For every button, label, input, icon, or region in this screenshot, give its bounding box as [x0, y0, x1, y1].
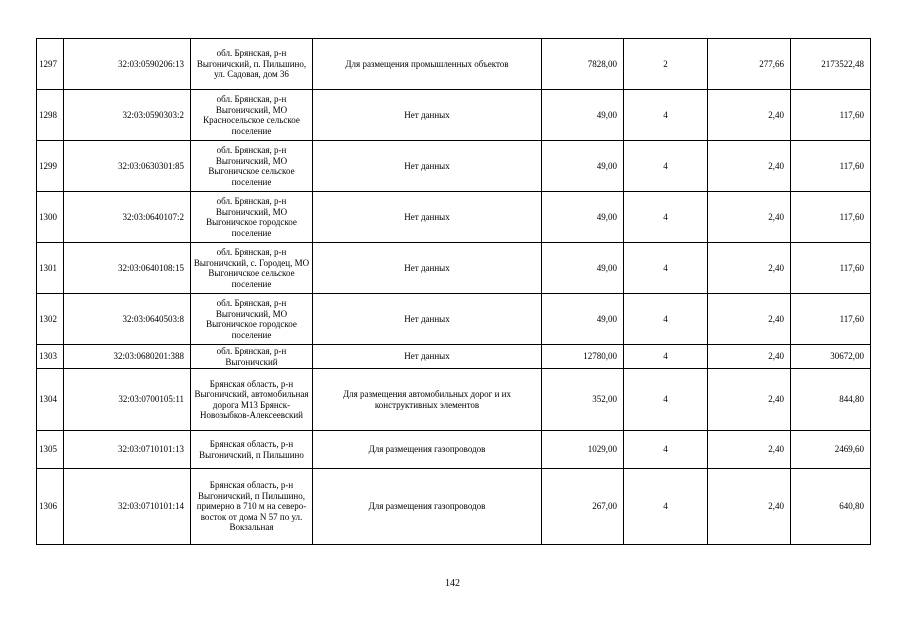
rate-cell: 2,40 — [708, 243, 791, 294]
category-cell: 4 — [624, 243, 708, 294]
area-cell: 49,00 — [542, 192, 624, 243]
total-cell: 640,80 — [791, 469, 871, 545]
total-cell: 117,60 — [791, 141, 871, 192]
address-cell: обл. Брянская, р-н Выгоничский, п. Пильшино, ул. Садовая, дом 36 — [191, 39, 313, 90]
cadastral-number: 32:03:0640108:15 — [64, 243, 191, 294]
rate-cell: 2,40 — [708, 369, 791, 431]
rate-cell: 2,40 — [708, 90, 791, 141]
category-cell: 4 — [624, 469, 708, 545]
total-cell: 117,60 — [791, 90, 871, 141]
total-cell: 117,60 — [791, 243, 871, 294]
cadastral-number: 32:03:0680201:388 — [64, 345, 191, 369]
table-row — [37, 90, 871, 141]
usage-cell: Нет данных — [313, 345, 542, 369]
rate-cell: 2,40 — [708, 431, 791, 469]
cadastral-number: 32:03:0590206:13 — [64, 39, 191, 90]
row-number: 1299 — [37, 141, 64, 192]
area-cell: 7828,00 — [542, 39, 624, 90]
total-cell: 117,60 — [791, 294, 871, 345]
usage-cell: Нет данных — [313, 294, 542, 345]
table-row — [37, 431, 871, 469]
row-number: 1303 — [37, 345, 64, 369]
table-row — [37, 369, 871, 431]
cadastral-number: 32:03:0710101:14 — [64, 469, 191, 545]
area-cell: 49,00 — [542, 141, 624, 192]
rate-cell: 2,40 — [708, 192, 791, 243]
row-number: 1298 — [37, 90, 64, 141]
row-number: 1305 — [37, 431, 64, 469]
table-row — [37, 469, 871, 545]
cadastral-number: 32:03:0630301:85 — [64, 141, 191, 192]
area-cell: 12780,00 — [542, 345, 624, 369]
category-cell: 4 — [624, 294, 708, 345]
category-cell: 4 — [624, 369, 708, 431]
usage-cell: Для размещения газопроводов — [313, 431, 542, 469]
category-cell: 4 — [624, 345, 708, 369]
total-cell: 117,60 — [791, 192, 871, 243]
total-cell: 2173522,48 — [791, 39, 871, 90]
category-cell: 4 — [624, 141, 708, 192]
category-cell: 4 — [624, 90, 708, 141]
address-cell: обл. Брянская, р-н Выгоничский, с. Городец, МО Выгоничское сельское поселение — [191, 243, 313, 294]
area-cell: 49,00 — [542, 243, 624, 294]
cadastral-number: 32:03:0700105:11 — [64, 369, 191, 431]
table-row — [37, 345, 871, 369]
cadastral-number: 32:03:0710101:13 — [64, 431, 191, 469]
usage-cell: Для размещения промышленных объектов — [313, 39, 542, 90]
address-cell: обл. Брянская, р-н Выгоничский, МО Выгоничское городское поселение — [191, 294, 313, 345]
rate-cell: 2,40 — [708, 469, 791, 545]
row-number: 1304 — [37, 369, 64, 431]
usage-cell: Нет данных — [313, 141, 542, 192]
cadastral-number: 32:03:0640107:2 — [64, 192, 191, 243]
total-cell: 30672,00 — [791, 345, 871, 369]
usage-cell: Для размещения автомобильных дорог и их конструктивных элементов — [313, 369, 542, 431]
table-body — [37, 39, 871, 545]
table-row — [37, 294, 871, 345]
address-cell: обл. Брянская, р-н Выгоничский — [191, 345, 313, 369]
usage-cell: Нет данных — [313, 243, 542, 294]
address-cell: Брянская область, р-н Выгоничский, автомобильная дорога М13 Брянск-Новозыбков-Алексеевский — [191, 369, 313, 431]
area-cell: 267,00 — [542, 469, 624, 545]
row-number: 1306 — [37, 469, 64, 545]
row-number: 1302 — [37, 294, 64, 345]
address-cell: Брянская область, р-н Выгоничский, п Пильшино — [191, 431, 313, 469]
category-cell: 4 — [624, 192, 708, 243]
cadastral-number: 32:03:0640503:8 — [64, 294, 191, 345]
usage-cell: Нет данных — [313, 90, 542, 141]
table-row — [37, 141, 871, 192]
row-number: 1300 — [37, 192, 64, 243]
cadastral-number: 32:03:0590303:2 — [64, 90, 191, 141]
page-number: 142 — [445, 578, 460, 589]
total-cell: 844,80 — [791, 369, 871, 431]
usage-cell: Нет данных — [313, 192, 542, 243]
area-cell: 1029,00 — [542, 431, 624, 469]
category-cell: 4 — [624, 431, 708, 469]
land-plots-table — [36, 38, 871, 545]
table-row — [37, 39, 871, 90]
usage-cell: Для размещения газопроводов — [313, 469, 542, 545]
table-row — [37, 243, 871, 294]
category-cell: 2 — [624, 39, 708, 90]
address-cell: обл. Брянская, р-н Выгоничский, МО Выгоничское городское поселение — [191, 192, 313, 243]
area-cell: 49,00 — [542, 90, 624, 141]
address-cell: обл. Брянская, р-н Выгоничский, МО Выгоничское сельское поселение — [191, 141, 313, 192]
row-number: 1301 — [37, 243, 64, 294]
rate-cell: 2,40 — [708, 294, 791, 345]
address-cell: обл. Брянская, р-н Выгоничский, МО Красносельское сельское поселение — [191, 90, 313, 141]
rate-cell: 277,66 — [708, 39, 791, 90]
area-cell: 352,00 — [542, 369, 624, 431]
table-row — [37, 192, 871, 243]
address-cell: Брянская область, р-н Выгоничский, п Пильшино, примерно в 710 м на северо-восток от дома N 57 по ул. Вокзальная — [191, 469, 313, 545]
total-cell: 2469,60 — [791, 431, 871, 469]
area-cell: 49,00 — [542, 294, 624, 345]
rate-cell: 2,40 — [708, 345, 791, 369]
row-number: 1297 — [37, 39, 64, 90]
rate-cell: 2,40 — [708, 141, 791, 192]
